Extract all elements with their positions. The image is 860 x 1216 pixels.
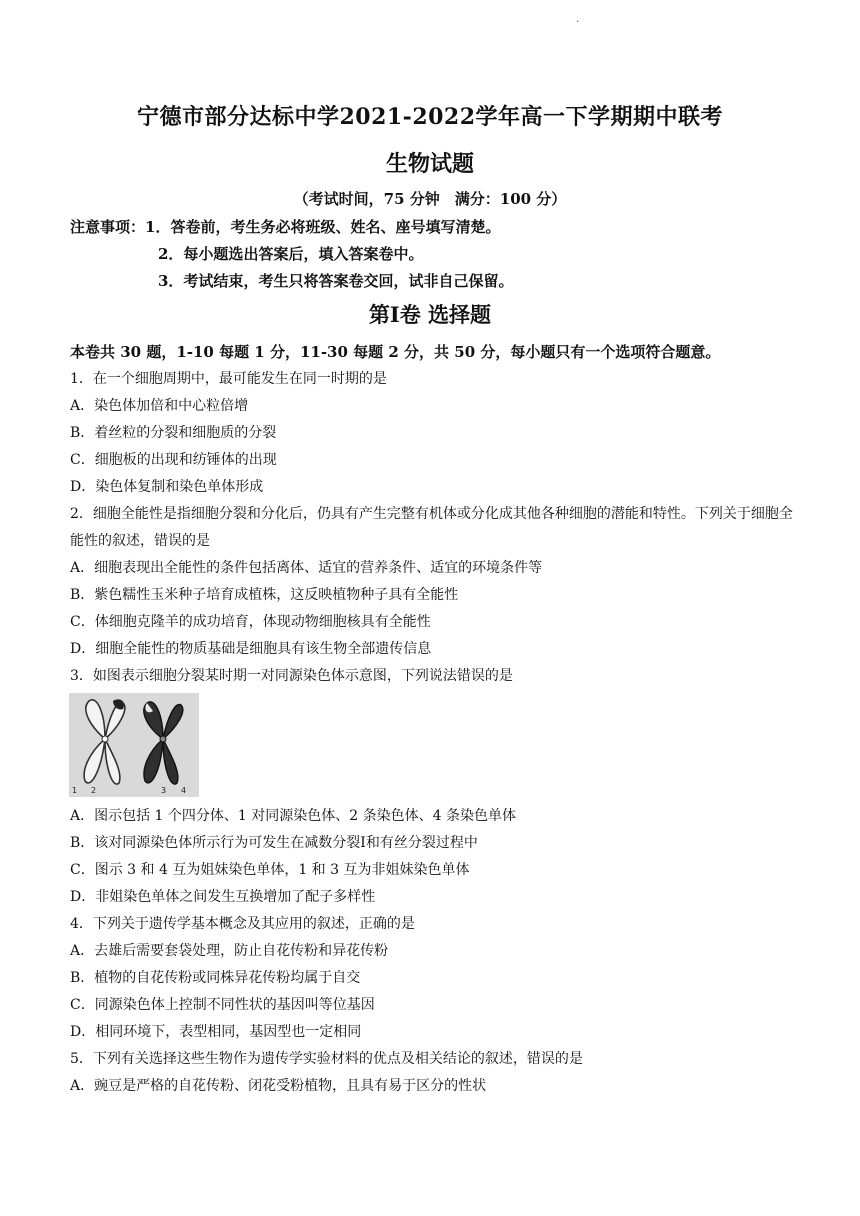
question-stem: 5．下列有关选择这些生物作为遗传学实验材料的优点及相关结论的叙述，错误的是	[70, 1051, 583, 1067]
option: C．体细胞克隆羊的成功培育，体现动物细胞核具有全能性	[70, 614, 431, 630]
figure-label-4: 4	[181, 786, 187, 795]
notice-row-1	[70, 214, 513, 241]
option: D．染色体复制和染色单体形成	[70, 479, 264, 495]
option: A．图示包括 1 个四分体、1 对同源染色体、2 条染色体、4 条染色单体	[70, 808, 516, 824]
exam-subtitle: 生物试题	[385, 151, 474, 177]
question-stem: 2．细胞全能性是指细胞分裂和分化后，仍具有产生完整有机体或分化成其他各种细胞的潜能和特性。下列关于细胞全能性的叙述，错误的是	[70, 506, 793, 549]
section-intro: 本卷共 30 题，1-10 每题 1 分，11-30 每题 2 分，共 50 分，每小题只有一个选项符合题意。	[70, 343, 721, 361]
option: A．豌豆是严格的自花传粉、闭花受粉植物，且具有易于区分的性状	[70, 1078, 487, 1094]
option: A．细胞表现出全能性的条件包括离体、适宜的营养条件、适宜的环境条件等	[70, 560, 543, 576]
option: D．非姐染色单体之间发生互换增加了配子多样性	[70, 889, 376, 905]
exam-info: （考试时间，75 分钟 满分：100 分）	[293, 190, 567, 208]
option: B．紫色糯性玉米种子培育成植株，这反映植物种子具有全能性	[70, 587, 459, 603]
option: B．着丝粒的分裂和细胞质的分裂	[70, 425, 277, 441]
option: C．细胞板的出现和纺锤体的出现	[70, 452, 277, 468]
page-mark: .	[576, 14, 580, 25]
option: C．图示 3 和 4 互为姐妹染色单体，1 和 3 互为非姐妹染色单体	[70, 862, 470, 878]
chromosome-diagram	[69, 693, 199, 797]
question-stem: 3．如图表示细胞分裂某时期一对同源染色体示意图，下列说法错误的是	[70, 668, 513, 684]
question-stem: 1．在一个细胞周期中，最可能发生在同一时期的是	[70, 371, 387, 387]
exam-title: 宁德市部分达标中学2021-2022学年高一下学期期中联考	[136, 104, 724, 130]
option: D．细胞全能性的物质基础是细胞具有该生物全部遗传信息	[70, 641, 432, 657]
figure-label-3: 3	[161, 786, 167, 795]
notice-item: 3．考试结束，考生只将答案卷交回，试非自己保留。	[158, 272, 514, 290]
option: A．去雄后需要套袋处理，防止自花传粉和异花传粉	[70, 943, 389, 959]
section-title: 第Ⅰ卷 选择题	[368, 302, 492, 327]
option: C．同源染色体上控制不同性状的基因叫等位基因	[70, 997, 375, 1013]
figure-label-2: 2	[91, 786, 97, 795]
option: B．植物的自花传粉或同株异花传粉均属于自交	[70, 970, 361, 986]
notice-label: 注意事项：	[70, 218, 146, 236]
option: D．相同环境下，表型相同，基因型也一定相同	[70, 1024, 362, 1040]
notice-block	[70, 214, 513, 295]
option: A．染色体加倍和中心粒倍增	[70, 398, 249, 414]
option: B．该对同源染色体所示行为可发生在减数分裂Ⅰ和有丝分裂过程中	[70, 835, 478, 851]
notice-item: 2．每小题选出答案后，填入答案卷中。	[158, 245, 424, 263]
question-stem: 4．下列关于遗传学基本概念及其应用的叙述，正确的是	[70, 916, 415, 932]
figure-label-1: 1	[72, 786, 78, 795]
notice-item: 1．答卷前，考生务必将班级、姓名、座号填写清楚。	[145, 218, 501, 236]
chromosome-figure	[69, 693, 199, 797]
